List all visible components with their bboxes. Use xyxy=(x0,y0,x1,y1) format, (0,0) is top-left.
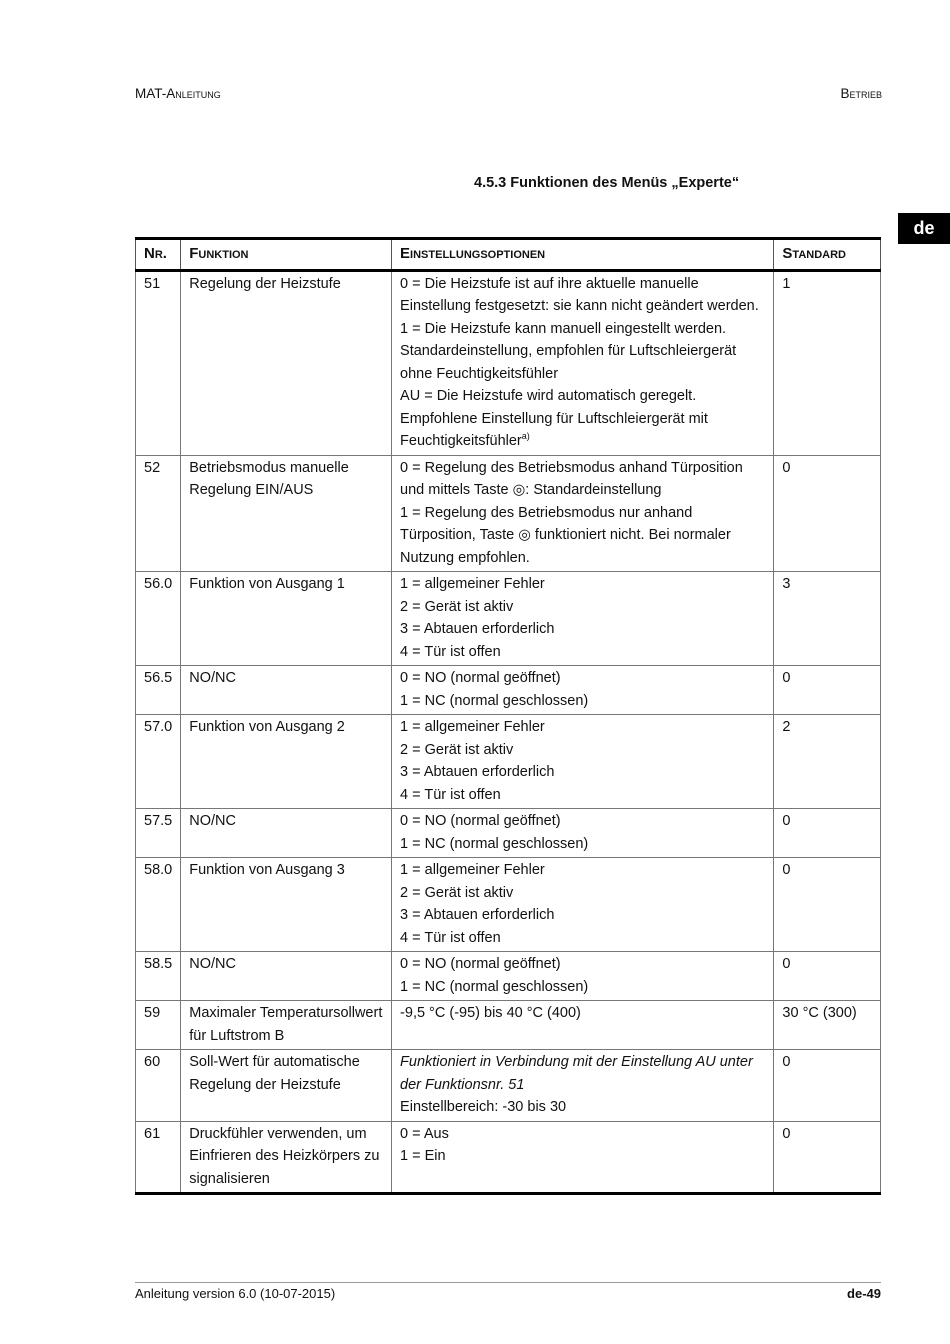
option-line: 4 = Tür ist offen xyxy=(400,929,501,946)
cell-nr: 56.0 xyxy=(136,572,181,666)
cell-standard: 0 xyxy=(774,952,881,1001)
table-row xyxy=(136,270,881,455)
option-line: 3 = Abtauen erforderlich xyxy=(400,621,555,637)
option-line: 1 = Ein xyxy=(400,1148,446,1164)
footer-version: Anleitung version 6.0 (10-07-2015) xyxy=(135,1286,336,1301)
option-line: 3 = Abtauen erforderlich xyxy=(400,907,555,923)
cell-funktion: Soll-Wert für automatische Regelung der Heizstufe xyxy=(181,1050,392,1122)
option-line: 1 = NC (normal geschlossen) xyxy=(400,835,589,852)
option-line: 1 = allgemeiner Fehler xyxy=(400,576,545,592)
option-note: Funktioniert in Verbindung mit der Einstellung AU unter der Funktionsnr. 51 xyxy=(400,1054,753,1093)
option-line: 3 = Abtauen erforderlich xyxy=(400,764,555,780)
option-line: 1 = Die Heizstufe kann manuell eingestellt werden. Standardeinstellung, empfohlen für Luftschleiergerät ohne Feuchtigkeitsfühler xyxy=(400,320,737,382)
cell-funktion: NO/NC xyxy=(181,809,392,858)
cell-optionen xyxy=(392,809,774,858)
table-row xyxy=(136,858,881,952)
option-line: 1 = allgemeiner Fehler xyxy=(400,862,545,878)
table-row xyxy=(136,715,881,809)
option-line: 0 = Regelung des Betriebsmodus anhand Türposition und mittels Taste ◎: Standardeinstellung xyxy=(400,459,743,498)
cell-standard: 2 xyxy=(774,715,881,809)
option-line: 0 = NO (normal geöffnet) xyxy=(400,670,561,686)
cell-nr: 58.0 xyxy=(136,858,181,952)
cell-standard: 0 xyxy=(774,809,881,858)
cell-nr: 57.0 xyxy=(136,715,181,809)
cell-standard: 0 xyxy=(774,1050,881,1122)
cell-standard: 3 xyxy=(774,572,881,666)
table-row xyxy=(136,809,881,858)
option-line: 0 = NO (normal geöffnet) xyxy=(400,813,561,829)
cell-standard: 0 xyxy=(774,666,881,715)
expert-functions-table xyxy=(135,237,881,1195)
cell-optionen xyxy=(392,858,774,952)
cell-nr: 59 xyxy=(136,1001,181,1050)
language-tab: de xyxy=(898,213,950,244)
option-line: 1 = Regelung des Betriebsmodus nur anhand Türposition, Taste ◎ funktioniert nicht. Bei normaler Nutzung empfohlen. xyxy=(400,504,731,566)
column-header-optionen: Einstellungsoptionen xyxy=(392,239,774,271)
cell-funktion: Funktion von Ausgang 1 xyxy=(181,572,392,666)
cell-nr: 51 xyxy=(136,270,181,455)
table-header-row xyxy=(136,239,881,271)
cell-optionen xyxy=(392,715,774,809)
option-line: Einstellbereich: -30 bis 30 xyxy=(400,1099,567,1115)
option-line: 0 = NO (normal geöffnet) xyxy=(400,956,561,972)
cell-standard: 0 xyxy=(774,858,881,952)
cell-funktion: NO/NC xyxy=(181,952,392,1001)
footer-divider xyxy=(135,1282,881,1283)
cell-nr: 58.5 xyxy=(136,952,181,1001)
option-line: 4 = Tür ist offen xyxy=(400,643,501,660)
table-row xyxy=(136,1001,881,1050)
cell-nr: 52 xyxy=(136,455,181,572)
section-title: 4.5.3 Funktionen des Menüs „Experte“ xyxy=(474,175,740,191)
footnote-marker: a) xyxy=(521,431,530,442)
cell-standard: 1 xyxy=(774,270,881,455)
cell-nr: 60 xyxy=(136,1050,181,1122)
cell-nr: 56.5 xyxy=(136,666,181,715)
column-header-funktion: Funktion xyxy=(181,239,392,271)
option-line: 4 = Tür ist offen xyxy=(400,786,501,803)
table-row xyxy=(136,666,881,715)
cell-optionen xyxy=(392,1121,774,1194)
table-row xyxy=(136,572,881,666)
cell-standard: 0 xyxy=(774,1121,881,1194)
cell-standard: 0 xyxy=(774,455,881,572)
table-row xyxy=(136,1121,881,1194)
cell-optionen xyxy=(392,952,774,1001)
option-text: AU = Die Heizstufe wird automatisch geregelt. Empfohlene Einstellung für Luftschleiergerät mit Feuchtigkeitsfühler xyxy=(400,388,708,449)
cell-funktion: Druckfühler verwenden, um Einfrieren des Heizkörpers zu signalisieren xyxy=(181,1121,392,1194)
table-row xyxy=(136,455,881,572)
option-line: 2 = Gerät ist aktiv xyxy=(400,884,514,901)
option-line: 0 = Die Heizstufe ist auf ihre aktuelle manuelle Einstellung festgesetzt: sie kann nicht geändert werden. xyxy=(400,275,759,314)
cell-funktion: Funktion von Ausgang 2 xyxy=(181,715,392,809)
cell-funktion: Funktion von Ausgang 3 xyxy=(181,858,392,952)
column-header-standard: Standard xyxy=(774,239,881,271)
cell-funktion: Regelung der Heizstufe xyxy=(181,270,392,455)
page-number: de-49 xyxy=(847,1286,881,1301)
running-header-left: MAT-Anleitung xyxy=(135,86,221,101)
option-line: 1 = allgemeiner Fehler xyxy=(400,719,545,735)
cell-optionen xyxy=(392,1050,774,1122)
cell-funktion: Betriebsmodus manuelle Regelung EIN/AUS xyxy=(181,455,392,572)
cell-funktion: Maximaler Temperatursollwert für Luftstrom B xyxy=(181,1001,392,1050)
cell-optionen xyxy=(392,455,774,572)
option-line: 0 = Aus xyxy=(400,1125,449,1142)
option-line: 1 = NC (normal geschlossen) xyxy=(400,978,589,995)
option-line xyxy=(400,385,765,453)
option-line: -9,5 °C (-95) bis 40 °C (400) xyxy=(400,1005,581,1021)
column-header-nr: Nr. xyxy=(136,239,181,271)
table-row xyxy=(136,952,881,1001)
cell-optionen xyxy=(392,270,774,455)
option-line: 1 = NC (normal geschlossen) xyxy=(400,692,589,709)
cell-nr: 61 xyxy=(136,1121,181,1194)
cell-optionen xyxy=(392,572,774,666)
option-line: 2 = Gerät ist aktiv xyxy=(400,741,514,758)
cell-optionen xyxy=(392,1001,774,1050)
table-row xyxy=(136,1050,881,1122)
cell-nr: 57.5 xyxy=(136,809,181,858)
cell-standard: 30 °C (300) xyxy=(774,1001,881,1050)
option-line: 2 = Gerät ist aktiv xyxy=(400,598,514,615)
cell-optionen xyxy=(392,666,774,715)
running-header-right: Betrieb xyxy=(840,86,882,101)
cell-funktion: NO/NC xyxy=(181,666,392,715)
